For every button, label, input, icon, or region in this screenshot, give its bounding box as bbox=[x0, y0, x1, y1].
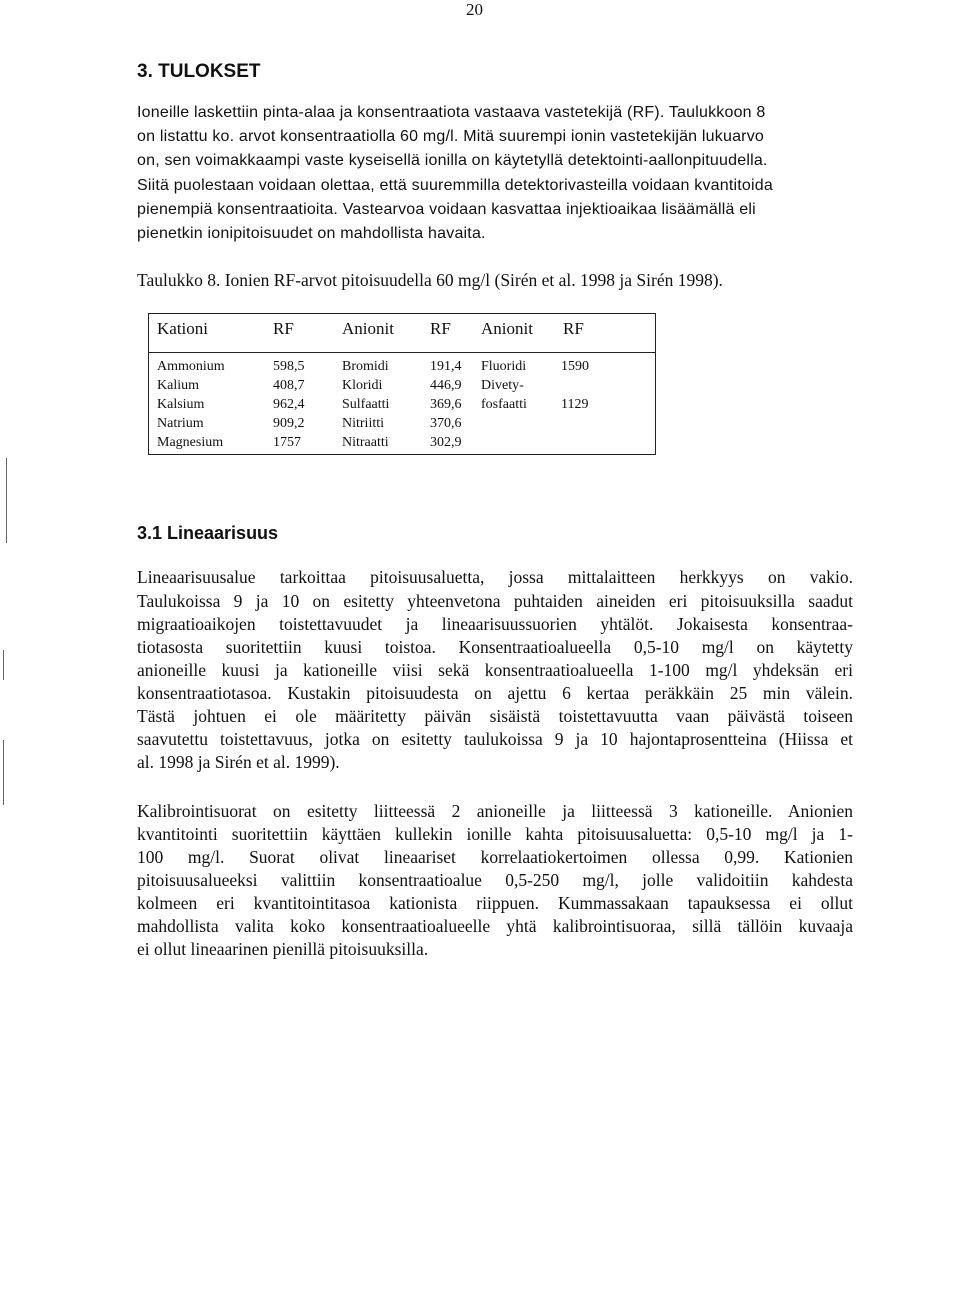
table-cell: 191,4 bbox=[430, 359, 462, 374]
table-cell: Fluoridi bbox=[481, 359, 527, 374]
table-cell: 369,6 bbox=[430, 397, 462, 412]
table-cell: 962,4 bbox=[273, 397, 305, 412]
table-cell: 408,7 bbox=[273, 378, 305, 393]
table-cell: 302,9 bbox=[430, 435, 462, 450]
table-cell: Sulfaatti bbox=[342, 397, 390, 412]
paragraph-line: Tästä johtuen ei ole määritetty päivän sisäistä toistettavuutta vaan päivästä toiseen bbox=[137, 706, 853, 726]
table-caption: Taulukko 8. Ionien RF-arvot pitoisuudella 60 mg/l (Sirén et al. 1998 ja Sirén 1998). bbox=[137, 270, 723, 290]
table-cell: Natrium bbox=[157, 416, 204, 431]
paragraph-line: ei ollut lineaarinen pienillä pitoisuuksilla. bbox=[137, 939, 429, 959]
section-heading-linearity: 3.1 Lineaarisuus bbox=[137, 523, 279, 543]
table-cell: Kalium bbox=[157, 378, 199, 393]
table-cell: Nitriitti bbox=[342, 416, 384, 431]
table-cell: Ammonium bbox=[157, 359, 225, 374]
table-header-divider bbox=[149, 352, 655, 353]
intro-line: pienetkin ionipitoisuudet on mahdollista havaita. bbox=[137, 225, 486, 242]
table-cell: 909,2 bbox=[273, 416, 305, 431]
table-cell: Divety- bbox=[481, 378, 524, 393]
table-header-cell: RF bbox=[430, 319, 451, 338]
paragraph-line: Lineaarisuusalue tarkoittaa pitoisuusaluetta, jossa mittalaitteen herkkyys on vakio. bbox=[137, 567, 853, 587]
rf-values-table bbox=[148, 313, 656, 455]
table-cell: 370,6 bbox=[430, 416, 462, 431]
paragraph-line: pitoisuusalueeksi valittiin konsentraatioalue 0,5-250 mg/l, jolle validoitiin kahdesta bbox=[137, 870, 853, 890]
scan-margin-mark bbox=[6, 458, 7, 543]
paragraph-line: konsentraatiotasoa. Kustakin pitoisuudesta on ajettu 6 kertaa peräkkäin 25 min välein. bbox=[137, 683, 853, 703]
paragraph-line: Kalibrointisuorat on esitetty liitteessä 2 anioneille ja liitteessä 3 kationeille. Anionien bbox=[137, 801, 853, 821]
table-cell: 446,9 bbox=[430, 378, 462, 393]
page-number: 20 bbox=[466, 0, 483, 19]
paragraph-line: tiotasosta suoritettiin kuusi toistoa. Konsentraatioalueella 0,5-10 mg/l on käytetty bbox=[137, 637, 853, 657]
scan-margin-mark bbox=[3, 650, 4, 680]
paragraph-line: 100 mg/l. Suorat olivat lineaariset korrelaatiokertoimen ollessa 0,99. Kationien bbox=[137, 847, 853, 867]
table-cell: 1590 bbox=[561, 359, 589, 374]
intro-line: pienempiä konsentraatioita. Vastearvoa voidaan kasvattaa injektioaikaa lisäämällä eli bbox=[137, 201, 756, 218]
table-cell: fosfaatti bbox=[481, 397, 527, 412]
table-header-cell: Anionit bbox=[342, 319, 394, 338]
table-cell: 1757 bbox=[273, 435, 301, 450]
table-cell: Kloridi bbox=[342, 378, 383, 393]
table-cell: 598,5 bbox=[273, 359, 305, 374]
table-cell: Kalsium bbox=[157, 397, 205, 412]
paragraph-line: migraatioaikojen toistettavuudet ja lineaarisuussuorien yhtälöt. Jokaisesta konsentraa- bbox=[137, 614, 853, 634]
paragraph-line: anioneille kuusi ja kationeille viisi sekä konsentraatioalueella 1-100 mg/l yhdeksän eri bbox=[137, 660, 853, 680]
table-cell: 1129 bbox=[561, 397, 589, 412]
scan-margin-mark bbox=[3, 740, 4, 805]
intro-line: on, sen voimakkaampi vaste kyseisellä ionilla on käytetyllä detektointi-aallonpituudella. bbox=[137, 152, 768, 169]
table-cell: Magnesium bbox=[157, 435, 224, 450]
table-header-cell: RF bbox=[273, 319, 294, 338]
intro-line: Siitä puolestaan voidaan olettaa, että suuremmilla detektorivasteilla voidaan kvantitoida bbox=[137, 177, 773, 194]
intro-line: Ioneille laskettiin pinta-alaa ja konsentraatiota vastaava vastetekijä (RF). Taulukkoon 8 bbox=[137, 104, 766, 121]
paragraph-line: kolmeen eri kvantitointitasoa kationista riippuen. Kummassakaan tapauksessa ei ollut bbox=[137, 893, 853, 913]
intro-line: on listattu ko. arvot konsentraatiolla 60 mg/l. Mitä suurempi ionin vastetekijän lukuarvo bbox=[137, 128, 764, 145]
paragraph-line: mahdollista valita koko konsentraatioalueelle yhtä kalibrointisuoraa, sillä tällöin kuvaaja bbox=[137, 916, 853, 936]
paragraph-line: Taulukoissa 9 ja 10 on esitetty yhteenvetona puhtaiden aineiden eri pitoisuuksilla saadut bbox=[137, 591, 853, 611]
table-cell: Nitraatti bbox=[342, 435, 389, 450]
paragraph-line: kvantitointi suoritettiin käyttäen kullekin ionille kahta pitoisuusaluetta: 0,5-10 mg/l ja 1- bbox=[137, 824, 853, 844]
section-heading-results: 3. TULOKSET bbox=[137, 61, 261, 82]
table-header-cell: Anionit bbox=[481, 319, 533, 338]
paragraph-line: al. 1998 ja Sirén et al. 1999). bbox=[137, 752, 340, 772]
table-cell: Bromidi bbox=[342, 359, 389, 374]
paragraph-line: saavutettu toistettavuus, jotka on esitetty taulukoissa 9 ja 10 hajontaprosentteina (Hiissa et bbox=[137, 729, 853, 749]
table-header-cell: Kationi bbox=[157, 319, 208, 338]
table-header-cell: RF bbox=[563, 319, 584, 338]
